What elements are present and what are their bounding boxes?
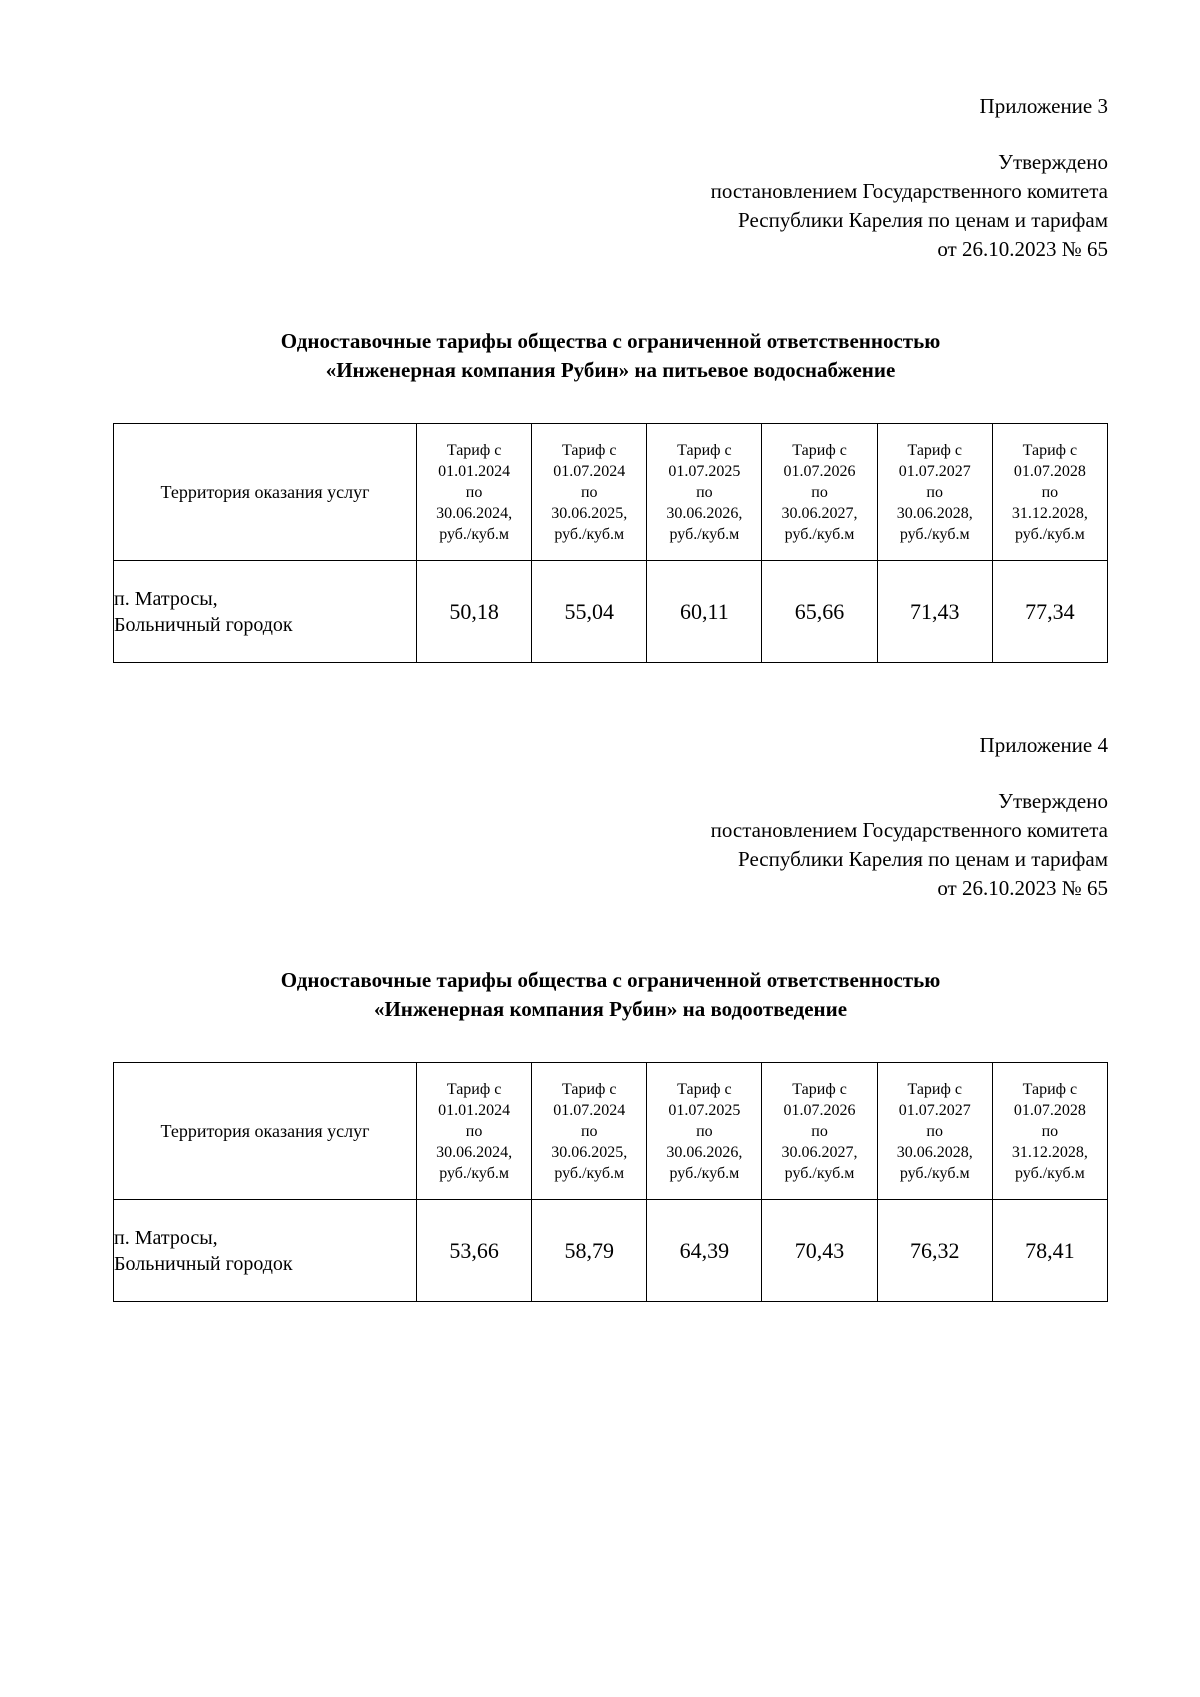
tariff-value-cell: 50,18: [417, 561, 532, 663]
period-header: [647, 1063, 762, 1200]
appendix-3-label: Приложение 3: [979, 94, 1108, 118]
period-line: 31.12.2028,: [1011, 504, 1088, 522]
period-line: 01.01.2024: [438, 1101, 511, 1119]
appendix-3-tariff-table: [113, 423, 1108, 663]
table-row: [114, 1200, 1108, 1302]
period-header: [992, 424, 1107, 561]
period-line: руб./куб.м: [784, 1164, 855, 1182]
period-header: [417, 424, 532, 561]
period-line: 01.07.2024: [553, 1101, 626, 1119]
period-line: 30.06.2025,: [551, 504, 628, 522]
period-line: 01.07.2026: [783, 1101, 856, 1119]
period-line: по: [465, 1122, 483, 1140]
period-line: Тариф с: [677, 1080, 732, 1098]
period-line: по: [580, 483, 598, 501]
period-line: Тариф с: [792, 441, 847, 459]
territory-line: Больничный городок: [114, 613, 293, 636]
period-line: 01.07.2026: [783, 462, 856, 480]
period-line: 01.07.2025: [668, 1101, 741, 1119]
approval-line: постановлением Государственного комитета: [710, 179, 1108, 203]
approval-line: Утверждено: [998, 789, 1108, 813]
tariff-value-cell: 71,43: [877, 561, 992, 663]
tariff-value-cell: 76,32: [877, 1200, 992, 1302]
tariff-value-cell: 60,11: [647, 561, 762, 663]
period-line: 01.07.2027: [898, 462, 971, 480]
period-line: руб./куб.м: [784, 525, 855, 543]
period-line: Тариф с: [792, 1080, 847, 1098]
period-line: 30.06.2027,: [781, 1143, 858, 1161]
period-line: по: [1041, 1122, 1059, 1140]
period-line: 01.07.2028: [1013, 1101, 1086, 1119]
period-line: Тариф с: [561, 441, 617, 459]
period-header: [762, 1063, 877, 1200]
period-line: Тариф с: [446, 441, 502, 459]
period-line: по: [811, 483, 828, 501]
period-line: 30.06.2024,: [436, 1143, 513, 1161]
period-line: по: [580, 1122, 598, 1140]
title-line: Одноставочные тарифы общества с ограниченной ответственностью: [280, 329, 941, 353]
period-line: по: [696, 483, 713, 501]
period-line: Тариф с: [561, 1080, 617, 1098]
period-line: 01.07.2025: [668, 462, 741, 480]
territory-cell: [114, 1200, 417, 1302]
tariff-value-cell: 78,41: [992, 1200, 1107, 1302]
period-line: по: [465, 483, 483, 501]
period-line: Тариф с: [907, 441, 962, 459]
tariff-value-cell: 70,43: [762, 1200, 877, 1302]
period-line: руб./куб.м: [554, 1164, 625, 1182]
tariff-value-cell: 64,39: [647, 1200, 762, 1302]
territory-header: Территория оказания услуг: [114, 424, 417, 561]
period-line: по: [926, 483, 943, 501]
tariff-value-cell: 77,34: [992, 561, 1107, 663]
approval-line: постановлением Государственного комитета: [710, 818, 1108, 842]
tariff-value-cell: 55,04: [532, 561, 647, 663]
period-header: [417, 1063, 532, 1200]
territory-line: Больничный городок: [114, 1252, 293, 1275]
period-line: руб./куб.м: [554, 525, 625, 543]
table-row: [114, 561, 1108, 663]
approval-line: Республики Карелия по ценам и тарифам: [738, 847, 1108, 871]
period-line: руб./куб.м: [1015, 525, 1085, 543]
tariff-value-cell: 58,79: [532, 1200, 647, 1302]
appendix-4-title: [135, 966, 1086, 1024]
period-line: руб./куб.м: [899, 525, 970, 543]
period-line: по: [811, 1122, 828, 1140]
tariff-value-cell: 53,66: [417, 1200, 532, 1302]
title-line: Одноставочные тарифы общества с ограниченной ответственностью: [280, 968, 941, 992]
period-header: [532, 424, 647, 561]
period-line: руб./куб.м: [669, 1164, 740, 1182]
period-line: руб./куб.м: [899, 1164, 970, 1182]
period-line: руб./куб.м: [439, 1164, 509, 1182]
title-line: «Инженерная компания Рубин» на водоотведение: [373, 997, 848, 1021]
table-header-row: [114, 424, 1108, 561]
period-line: по: [696, 1122, 713, 1140]
appendix-3-title: [135, 327, 1086, 385]
period-line: Тариф с: [907, 1080, 962, 1098]
period-header: [992, 1063, 1107, 1200]
appendix-3-approval: [113, 148, 1108, 264]
period-line: 30.06.2027,: [781, 504, 858, 522]
period-header: [532, 1063, 647, 1200]
title-line: «Инженерная компания Рубин» на питьевое водоснабжение: [325, 358, 896, 382]
territory-cell: [114, 561, 417, 663]
period-line: 31.12.2028,: [1011, 1143, 1088, 1161]
appendix-4-approval: [113, 787, 1108, 903]
territory-line: п. Матросы,: [114, 1226, 218, 1249]
period-line: 01.07.2028: [1013, 462, 1086, 480]
period-line: по: [926, 1122, 943, 1140]
period-line: 30.06.2026,: [666, 1143, 743, 1161]
period-line: 01.07.2024: [553, 462, 626, 480]
appendix-4-tariff-table: [113, 1062, 1108, 1302]
period-line: Тариф с: [1022, 441, 1078, 459]
period-line: 30.06.2026,: [666, 504, 743, 522]
approval-line: Республики Карелия по ценам и тарифам: [738, 208, 1108, 232]
territory-header: Территория оказания услуг: [114, 1063, 417, 1200]
period-line: 30.06.2028,: [896, 1143, 973, 1161]
appendix-4-label: Приложение 4: [979, 733, 1108, 757]
period-line: руб./куб.м: [439, 525, 509, 543]
table-header-row: [114, 1063, 1108, 1200]
approval-line: от 26.10.2023 № 65: [937, 237, 1108, 261]
period-line: Тариф с: [1022, 1080, 1078, 1098]
period-line: руб./куб.м: [669, 525, 740, 543]
tariff-value-cell: 65,66: [762, 561, 877, 663]
approval-line: от 26.10.2023 № 65: [937, 876, 1108, 900]
period-line: Тариф с: [446, 1080, 502, 1098]
period-line: 30.06.2024,: [436, 504, 513, 522]
period-header: [877, 1063, 992, 1200]
period-line: 30.06.2028,: [896, 504, 973, 522]
period-header: [647, 424, 762, 561]
approval-line: Утверждено: [998, 150, 1108, 174]
period-header: [877, 424, 992, 561]
period-header: [762, 424, 877, 561]
period-line: 01.01.2024: [438, 462, 511, 480]
appendix-4-section: [113, 731, 1108, 1302]
territory-line: п. Матросы,: [114, 587, 218, 610]
period-line: руб./куб.м: [1015, 1164, 1085, 1182]
period-line: по: [1041, 483, 1059, 501]
period-line: 01.07.2027: [898, 1101, 971, 1119]
appendix-3-section: [113, 92, 1108, 663]
period-line: Тариф с: [677, 441, 732, 459]
period-line: 30.06.2025,: [551, 1143, 628, 1161]
